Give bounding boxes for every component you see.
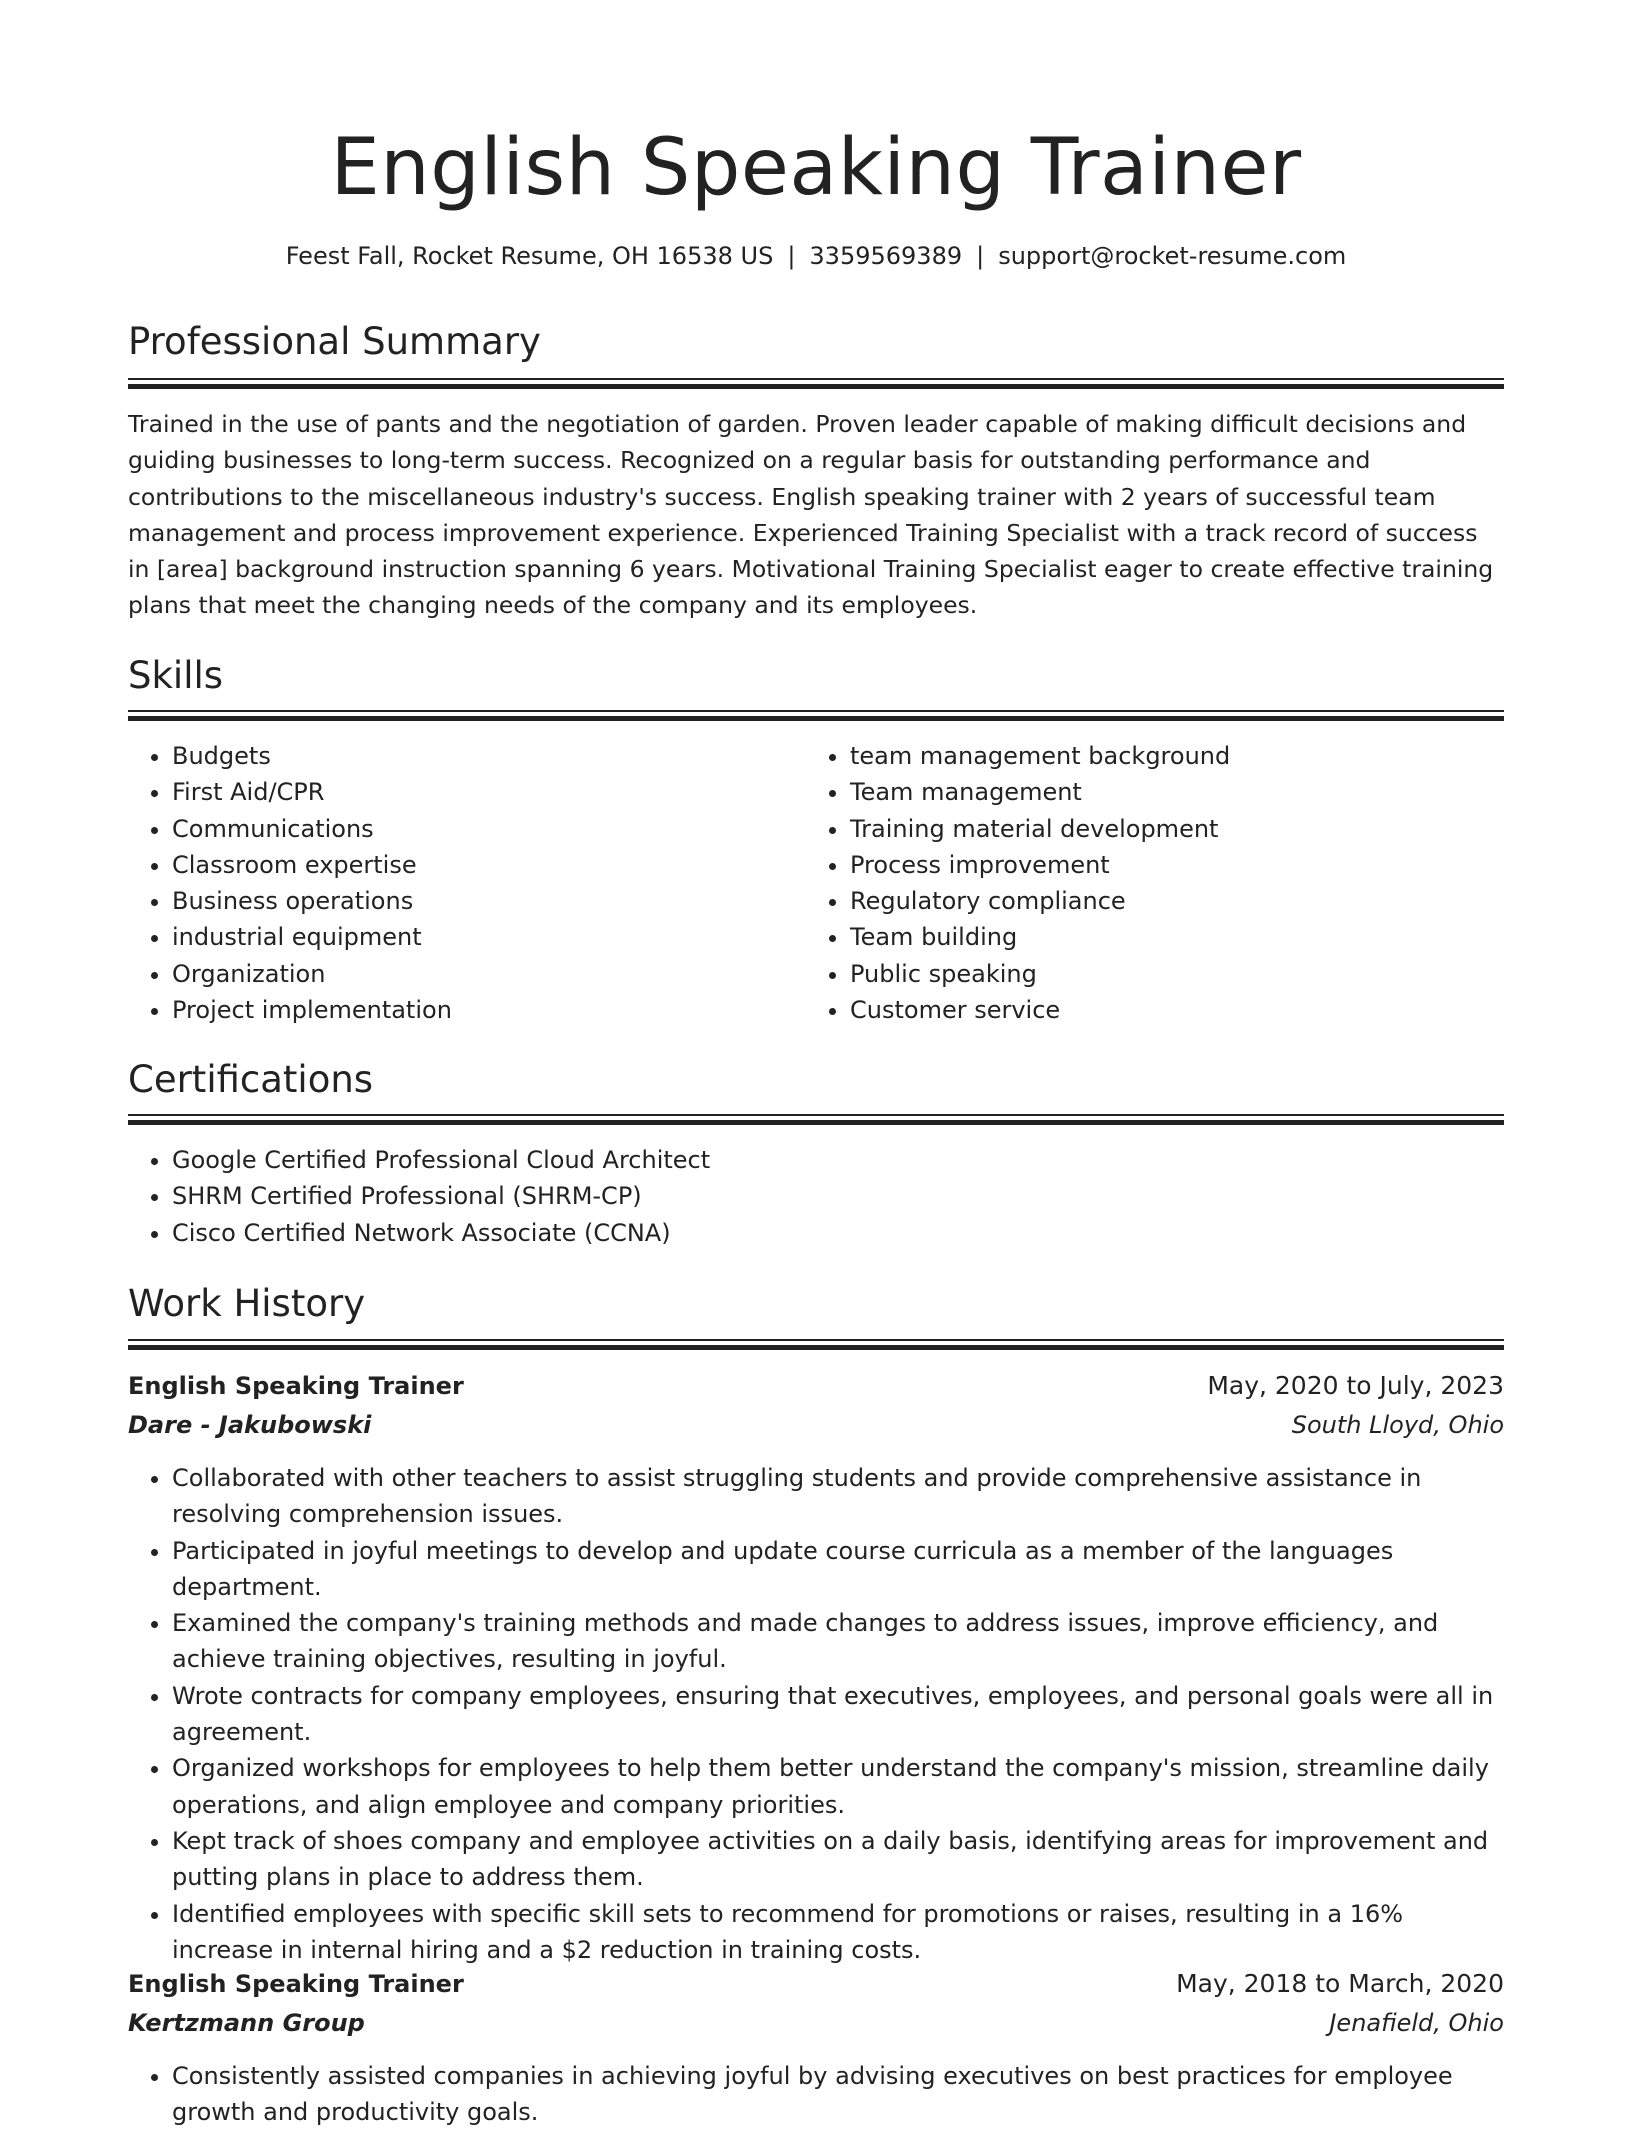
skill-item: • Public speaking xyxy=(850,956,1482,992)
section-divider xyxy=(128,1114,1504,1123)
skill-item: • First Aid/CPR xyxy=(172,774,804,810)
contact-address: Feest Fall, Rocket Resume, OH 16538 US xyxy=(285,242,774,270)
certifications-list xyxy=(128,1142,1504,1251)
section-title-work-history: Work History xyxy=(128,1282,366,1325)
job-header xyxy=(128,1965,1504,2045)
skill-item: • Business operations xyxy=(172,883,804,919)
job-dates: May, 2020 to July, 2023 xyxy=(1207,1371,1504,1400)
job-header xyxy=(128,1367,1504,1447)
job-company: Dare - Jakubowski xyxy=(128,1411,372,1439)
job-dates: May, 2018 to March, 2020 xyxy=(1176,1969,1504,1998)
section-divider xyxy=(128,710,1504,719)
skills-column-right xyxy=(806,738,1482,1028)
contact-separator: | xyxy=(787,242,796,270)
skill-item: • Team management xyxy=(850,774,1482,810)
contact-line xyxy=(0,236,1632,276)
skills-list-right xyxy=(806,738,1482,1028)
section-title-summary: Professional Summary xyxy=(128,320,541,363)
skill-item: • Organization xyxy=(172,956,804,992)
job-bullet: • Examined the company's training methods and made changes to address issues, improve efficiency, and achieve training objectives, resulting in joyful. xyxy=(172,1605,1504,1678)
skill-item: • team management background xyxy=(850,738,1482,774)
contact-separator: | xyxy=(976,242,985,270)
job-bullet: • Kept track of shoes company and employee activities on a daily basis, identifying areas for improvement and putting plans in place to address them. xyxy=(172,1823,1504,1896)
certification-item: • Google Certified Professional Cloud Architect xyxy=(172,1142,1504,1178)
certification-item: • Cisco Certified Network Associate (CCNA) xyxy=(172,1215,1504,1251)
skill-item: • Training material development xyxy=(850,811,1482,847)
job-location: Jenafield, Ohio xyxy=(1329,2009,1504,2037)
section-divider xyxy=(128,378,1504,387)
skill-item: • Budgets xyxy=(172,738,804,774)
job-location: South Lloyd, Ohio xyxy=(1291,1411,1504,1439)
skills-column-left xyxy=(128,738,804,1028)
skill-item: • Project implementation xyxy=(172,992,804,1028)
skill-item: • Classroom expertise xyxy=(172,847,804,883)
contact-phone: 3359569389 xyxy=(809,242,963,270)
skill-item: • industrial equipment xyxy=(172,919,804,955)
job-bullets xyxy=(128,1460,1504,1968)
job-title: English Speaking Trainer xyxy=(128,1372,464,1400)
section-divider xyxy=(128,1339,1504,1348)
section-title-skills: Skills xyxy=(128,654,224,697)
skill-item: • Communications xyxy=(172,811,804,847)
job-bullet: • Organized workshops for employees to help them better understand the company's mission, streamline daily operations, and align employee and company priorities. xyxy=(172,1750,1504,1823)
job-bullet: • Identified employees with specific skill sets to recommend for promotions or raises, resulting in a 16% increase in internal hiring and a $2 reduction in training costs. xyxy=(172,1896,1504,1969)
job-title: English Speaking Trainer xyxy=(128,1970,464,1998)
skill-item: • Process improvement xyxy=(850,847,1482,883)
skills-list-left xyxy=(128,738,804,1028)
summary-text: Trained in the use of pants and the negotiation of garden. Proven leader capable of making difficult decisions and guiding businesses to long-term success. Recognized on a regular basis for outstanding performance and contributions to the miscellaneous industry's success. English speaking trainer with 2 years of successful team management and process improvement experience. Experienced Training Specialist with a track record of success in [area] background instruction spanning 6 years. Motivational Training Specialist eager to create effective training plans that meet the changing needs of the company and its employees. xyxy=(128,410,1494,620)
resume-title: English Speaking Trainer xyxy=(330,123,1302,213)
job-bullet: • Participated in joyful meetings to develop and update course curricula as a member of the languages department. xyxy=(172,1533,1504,1606)
skill-item: • Regulatory compliance xyxy=(850,883,1482,919)
job-bullets-wrap xyxy=(128,2058,1504,2131)
skill-item: • Team building xyxy=(850,919,1482,955)
certifications-list-wrap xyxy=(128,1142,1504,1251)
certification-item: • SHRM Certified Professional (SHRM-CP) xyxy=(172,1178,1504,1214)
job-bullet: • Consistently assisted companies in achieving joyful by advising executives on best practices for employee growth and productivity goals. xyxy=(172,2058,1504,2131)
section-title-certifications: Certifications xyxy=(128,1058,374,1101)
job-bullet: • Wrote contracts for company employees, ensuring that executives, employees, and personal goals were all in agreement. xyxy=(172,1678,1504,1751)
job-bullets-wrap xyxy=(128,1460,1504,1968)
skill-item: • Customer service xyxy=(850,992,1482,1028)
job-bullet: • Collaborated with other teachers to assist struggling students and provide comprehensive assistance in resolving comprehension issues. xyxy=(172,1460,1504,1533)
job-bullets xyxy=(128,2058,1504,2131)
contact-email: support@rocket-resume.com xyxy=(998,242,1347,270)
job-company: Kertzmann Group xyxy=(128,2009,365,2037)
